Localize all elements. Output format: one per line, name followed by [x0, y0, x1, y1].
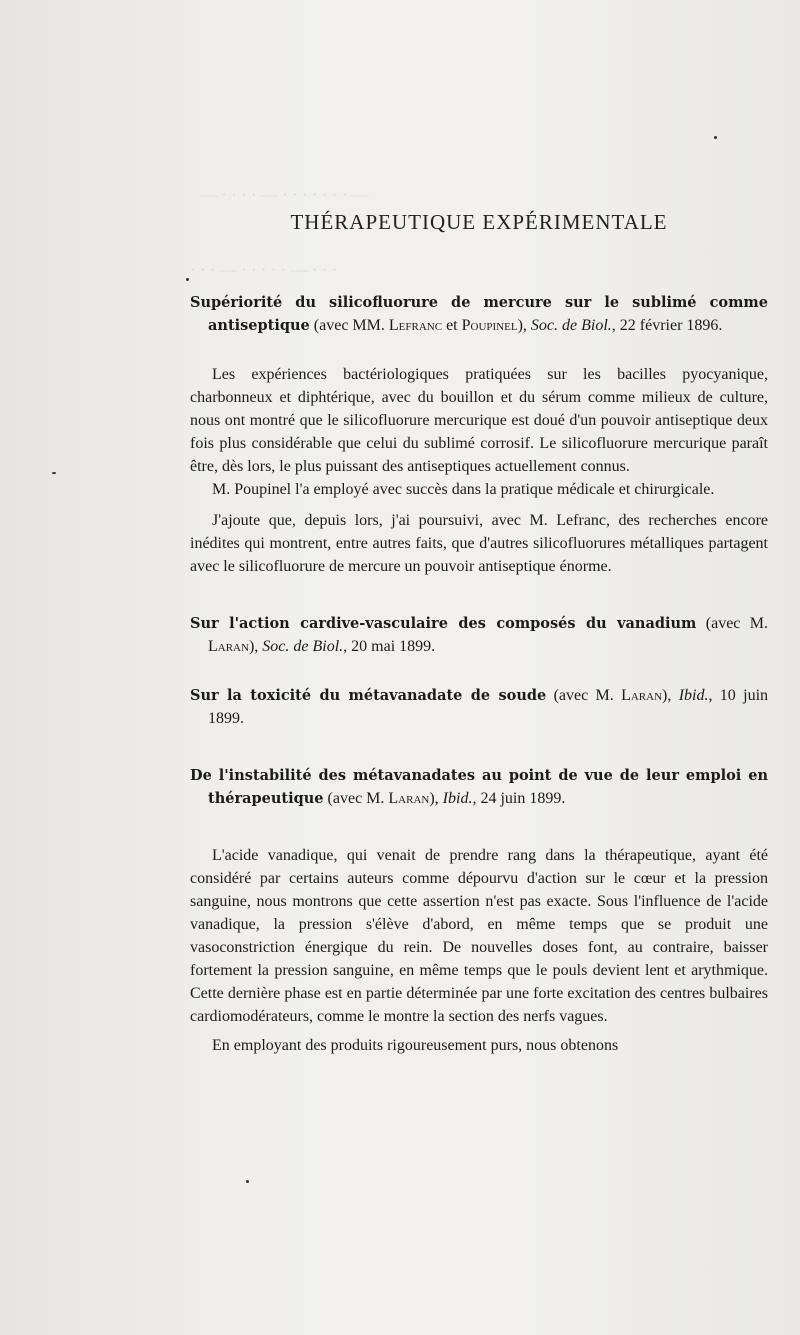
entry-journal-prefix: ),: [429, 790, 443, 807]
paragraph: J'ajoute que, depuis lors, j'ai poursuivi, avec M. Lefranc, des recherches encore inédites qui montrent, entre autres faits, que d'autres silicofluorures métalliques partagent avec le silicofluorure de mercure un pouvoir antiseptique énorme.: [190, 512, 768, 575]
bleed-through: — · · · · · · · — · · · · —: [200, 185, 369, 204]
entry-reference: (avec MM.: [309, 317, 389, 334]
entry-reference: (avec M.: [323, 790, 389, 807]
bleed-through: · · · — · · · · · — · · ·: [190, 260, 338, 279]
entry-heading: [190, 612, 768, 658]
entry-title: De l'instabilité des métavanadates au point de vue de leur emploi en thérapeutique: [190, 767, 768, 807]
entry-title: Sur la toxicité du métavanadate de soude: [190, 687, 547, 704]
entry-title: Sur l'action cardive-vasculaire des composés du vanadium: [190, 615, 697, 632]
entry-title: Supériorité du silicofluorure de mercure sur le sublimé comme antiseptique: [190, 294, 768, 334]
speck: [714, 136, 717, 139]
entry-heading: [190, 764, 768, 810]
entry-date: , 22 février 1896.: [611, 317, 723, 334]
page-content: [190, 210, 768, 1057]
entry-journal-prefix: ),: [248, 638, 263, 655]
entry-journal: Soc. de Biol.: [530, 317, 612, 334]
entry-author: Lefranc: [388, 317, 443, 334]
entry-date: , 20 mai 1899.: [343, 638, 436, 655]
entry-author: Laran: [208, 638, 249, 655]
entry-journal-prefix: ),: [517, 317, 531, 334]
entry-reference: (avec M.: [696, 615, 769, 632]
speck: [52, 472, 56, 474]
entry-author: Poupinel: [461, 317, 518, 334]
entry-journal: Ibid.: [678, 687, 709, 704]
entry-reference: (avec M.: [546, 687, 622, 704]
entry-date: , 24 juin 1899.: [472, 790, 566, 807]
paragraph: En employant des produits rigoureusement purs, nous obtenons: [212, 1037, 619, 1054]
speck: [246, 1180, 249, 1183]
paragraph: Les expériences bactériologiques pratiquées sur les bacilles pyocyanique, charbonneux et diphtérique, avec du bouillon et du sérum comme milieux de culture, nous ont montré que le silicofluorure mercurique est doué d'un pouvoir antiseptique deux fois plus considérable que celui du sublimé corrosif. Le silicofluorure mercurique paraît être, dès lors, le plus puissant des antiseptiques actuellement connus.: [190, 366, 768, 475]
entry-date: , 10 juin 1899.: [208, 687, 769, 727]
entry-heading: [190, 291, 768, 337]
entry-heading: [190, 684, 768, 730]
entry-journal-prefix: ),: [662, 687, 679, 704]
entry-connector: et: [442, 317, 462, 334]
entry-journal: Ibid.: [442, 790, 473, 807]
entry-journal: Soc. de Biol.: [262, 638, 344, 655]
paragraph: L'acide vanadique, qui venait de prendre rang dans la thérapeutique, ayant été considéré par certains auteurs comme dépourvu d'action sur le cœur et la pression sanguine, nous montrons que cette assertion n'est pas exacte. Sous l'influence de l'acide vanadique, la pression s'élève d'abord, en même temps que se produit une vasoconstriction énergique du rein. De nouvelles doses font, au contraire, baisser fortement la pression sanguine, en même temps que le pouls devient lent et arythmique. Cette dernière phase est en partie déterminée par une forte excitation des centres bulbaires cardiomodérateurs, comme le montre la section des nerfs vagues.: [190, 847, 768, 1025]
entry-author: Laran: [621, 687, 663, 704]
entry-author: Laran: [388, 790, 430, 807]
speck: [186, 278, 189, 281]
page-title: THÉRAPEUTIQUE EXPÉRIMENTALE: [290, 210, 668, 234]
paragraph: M. Poupinel l'a employé avec succès dans la pratique médicale et chirurgicale.: [212, 481, 715, 498]
